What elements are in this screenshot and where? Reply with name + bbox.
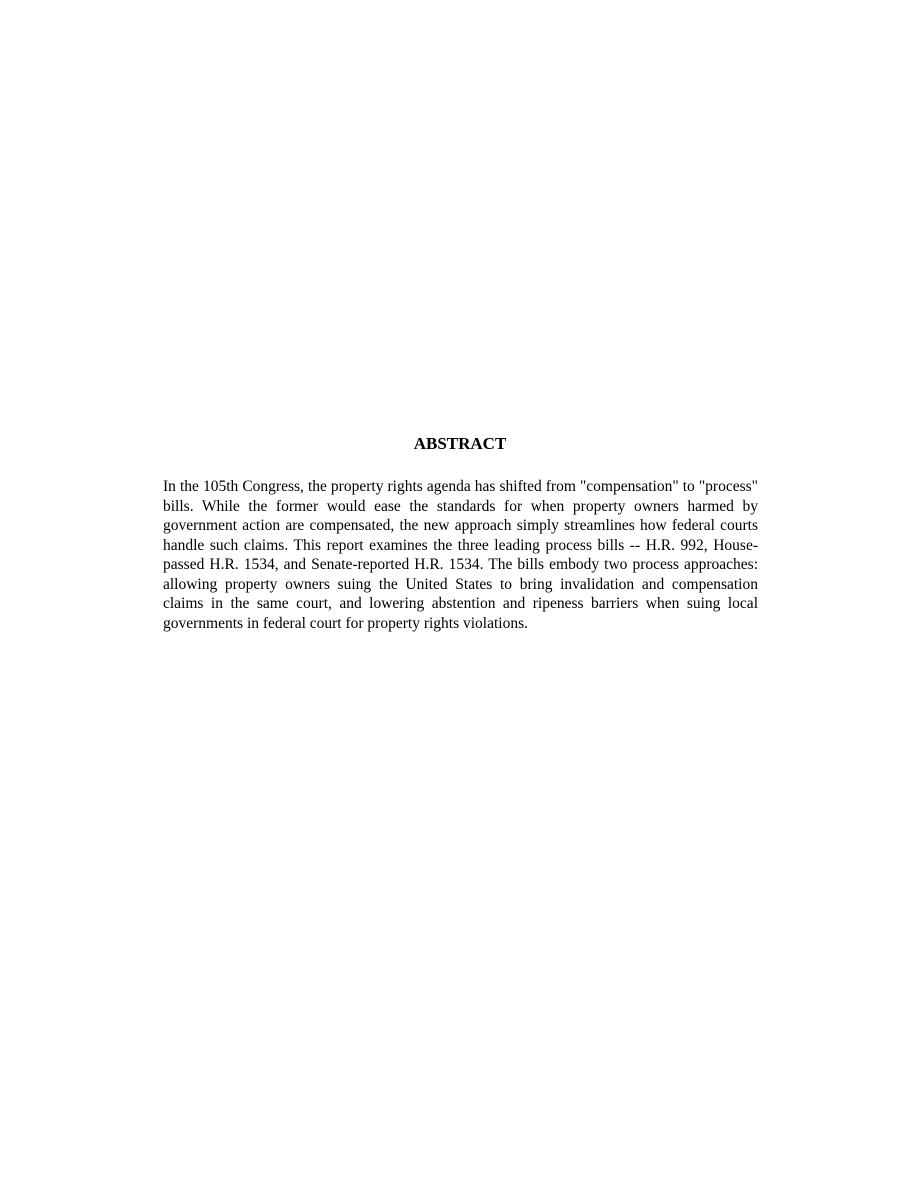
abstract-heading: ABSTRACT bbox=[413, 434, 507, 453]
abstract-paragraph: In the 105th Congress, the property rights agenda has shifted from "compensation" to "process" bills. While the former would ease the standards for when property owners harmed by government action are compensated, the new approach simply streamlines how federal courts handle such claims. This report examines the three leading process bills -- H.R. 992, House-passed H.R. 1534, and Senate-reported H.R. 1534. The bills embody two process approaches: allowing property owners suing the United States to bring invalidation and compensation claims in the same court, and lowering abstention and ripeness barriers when suing local governments in federal court for property rights violations. bbox=[163, 478, 758, 632]
